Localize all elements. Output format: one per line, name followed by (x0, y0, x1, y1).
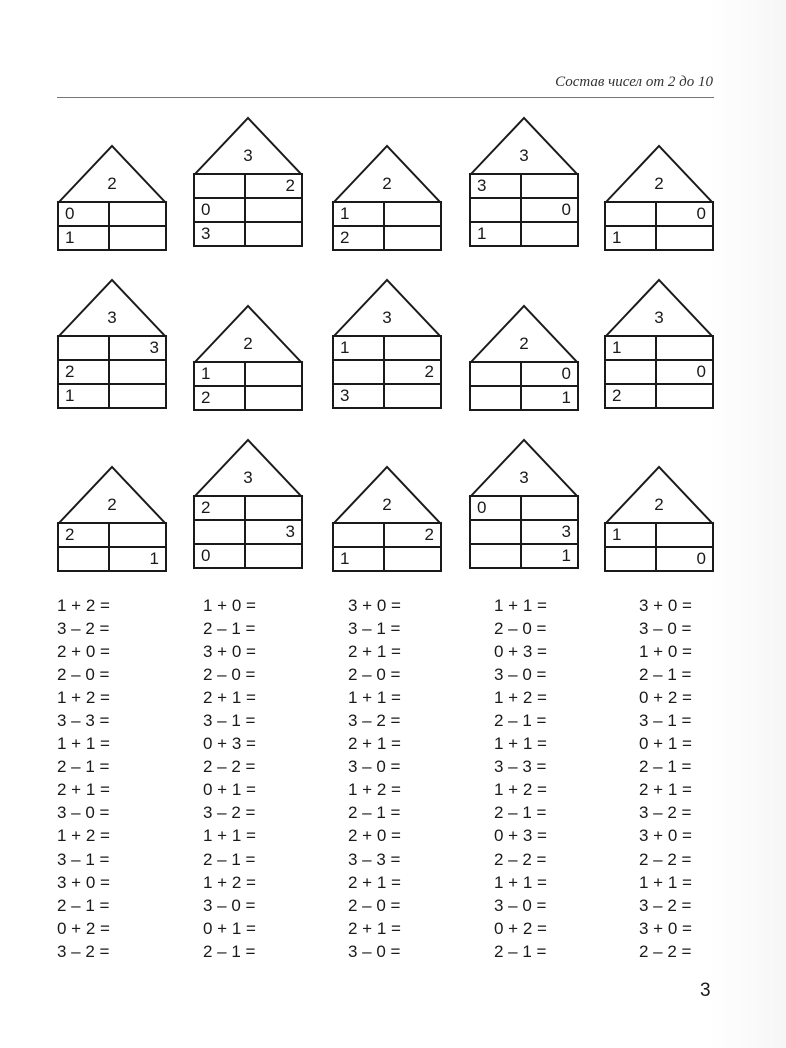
floor-divider (383, 227, 385, 249)
exercise-item: 3 – 1 = (639, 711, 692, 731)
exercise-item: 2 – 1 = (494, 803, 547, 823)
house-floors (193, 173, 303, 247)
exercise-item: 1 + 2 = (57, 596, 110, 615)
exercise-column (348, 594, 401, 963)
floor-cell-left: 1 (65, 386, 75, 405)
exercise-item: 2 + 1 = (348, 872, 401, 892)
floor-cell-right: 1 (561, 388, 571, 407)
floor-divider (383, 203, 385, 225)
floor-divider (520, 363, 522, 385)
exercise-item: 3 – 3 = (494, 757, 547, 777)
floor-divider (108, 385, 110, 407)
floor-cell-right: 3 (149, 338, 159, 357)
house-floors (604, 201, 714, 251)
floor-divider (244, 545, 246, 567)
floor-cell-right (247, 545, 295, 567)
exercise-item: 2 – 2 = (494, 849, 547, 869)
exercise-item: 3 – 1 = (57, 849, 110, 869)
exercise-item: 1 + 1 = (494, 872, 547, 892)
exercise-item: 3 – 2 = (57, 941, 110, 961)
house-floor (332, 361, 442, 385)
floor-cell-left: 1 (201, 364, 211, 383)
floor-cell-left (340, 524, 380, 546)
house-floor (193, 173, 303, 199)
house-floors (469, 361, 579, 411)
floor-cell-left (612, 203, 652, 225)
floor-divider (520, 199, 522, 221)
floor-cell-right (523, 175, 571, 197)
floor-cell-left (477, 387, 517, 409)
floor-divider (520, 497, 522, 519)
floor-divider (383, 361, 385, 383)
exercise-item: 3 – 0 = (639, 619, 692, 639)
floor-cell-left: 0 (201, 546, 211, 565)
exercise-item: 2 – 0 = (203, 665, 256, 685)
house-floor (57, 335, 167, 361)
number-house (469, 439, 579, 565)
floor-divider (244, 175, 246, 197)
number-house (604, 466, 714, 568)
floor-cell-left: 1 (477, 224, 487, 243)
floor-cell-left (612, 548, 652, 570)
number-house (193, 305, 303, 407)
floor-cell-right (386, 203, 434, 225)
exercise-item: 3 – 0 = (203, 895, 256, 915)
exercise-item: 2 – 0 = (57, 665, 110, 685)
floor-cell-left (477, 545, 517, 567)
floor-divider (108, 337, 110, 359)
house-floors (332, 201, 442, 251)
house-floor (193, 361, 303, 387)
exercise-item: 2 – 0 = (348, 895, 401, 915)
floor-cell-right (386, 227, 434, 249)
roof-number: 3 (107, 308, 117, 327)
floor-cell-right: 0 (696, 204, 706, 223)
floor-cell-right: 0 (696, 362, 706, 381)
floor-cell-right (658, 524, 706, 546)
exercise-item: 1 + 2 = (57, 688, 110, 708)
house-floors (57, 335, 167, 409)
exercise-item: 2 – 0 = (494, 619, 547, 639)
number-house (604, 145, 714, 247)
roof-number: 3 (654, 308, 664, 327)
house-floors (193, 495, 303, 569)
exercise-item: 2 – 1 = (639, 757, 692, 777)
roof-number: 2 (107, 174, 117, 193)
exercise-item: 1 + 0 = (639, 642, 692, 662)
floor-divider (655, 548, 657, 570)
floor-cell-left: 1 (340, 338, 350, 357)
exercise-item: 2 – 1 = (494, 941, 547, 961)
house-floor (332, 548, 442, 572)
exercise-column (57, 594, 110, 963)
exercise-item: 2 + 1 = (639, 780, 692, 800)
floor-divider (244, 521, 246, 543)
exercise-item: 1 + 1 = (639, 872, 692, 892)
number-house (469, 305, 579, 407)
roof-number: 2 (382, 174, 392, 193)
house-floor (604, 227, 714, 251)
exercise-item: 1 + 2 = (348, 780, 401, 800)
floor-cell-left: 2 (201, 498, 211, 517)
house-floor (332, 201, 442, 227)
exercise-item: 2 – 2 = (203, 757, 256, 777)
exercise-item: 2 – 2 = (639, 849, 692, 869)
floor-cell-right (247, 363, 295, 385)
floor-cell-right: 1 (561, 546, 571, 565)
floor-cell-left (477, 199, 517, 221)
exercise-item: 1 + 2 = (57, 826, 110, 846)
floor-cell-right (247, 223, 295, 245)
exercise-item: 0 + 2 = (494, 918, 547, 938)
exercise-item: 2 – 1 = (203, 849, 256, 869)
floor-cell-right: 3 (561, 522, 571, 541)
exercise-item: 3 – 2 = (639, 895, 692, 915)
exercise-item: 0 + 1 = (203, 780, 256, 800)
house-floor (604, 361, 714, 385)
header-rule (57, 97, 714, 98)
house-floor (193, 545, 303, 569)
floor-cell-right: 2 (285, 176, 295, 195)
page-number: 3 (700, 980, 711, 1001)
house-floor (332, 522, 442, 548)
exercise-item: 3 + 0 = (639, 826, 692, 846)
house-floors (57, 522, 167, 572)
roof-number: 2 (107, 495, 117, 514)
number-house (57, 145, 167, 247)
floor-cell-left: 1 (340, 549, 350, 568)
house-floor (469, 223, 579, 247)
exercise-item: 2 – 1 = (203, 941, 256, 961)
roof-number: 3 (382, 308, 392, 327)
floor-cell-left (477, 521, 517, 543)
exercise-item: 3 – 0 = (494, 665, 547, 685)
floor-cell-left: 3 (477, 176, 487, 195)
exercise-item: 3 – 1 = (348, 619, 401, 639)
floor-cell-right: 0 (561, 364, 571, 383)
floor-cell-right (658, 227, 706, 249)
floor-cell-left (612, 361, 652, 383)
exercise-item: 2 – 2 = (639, 941, 692, 961)
exercise-item: 3 – 0 = (494, 895, 547, 915)
floor-cell-right (111, 524, 159, 546)
floor-divider (655, 203, 657, 225)
house-floors (193, 361, 303, 411)
floor-cell-right: 0 (696, 549, 706, 568)
roof-number: 3 (243, 468, 253, 487)
number-house (57, 466, 167, 568)
house-floor (332, 385, 442, 409)
floor-divider (244, 223, 246, 245)
exercise-item: 2 – 1 = (494, 711, 547, 731)
floor-divider (108, 227, 110, 249)
exercise-item: 1 + 0 = (203, 596, 256, 615)
floor-divider (244, 497, 246, 519)
house-floor (604, 522, 714, 548)
exercise-item: 2 + 1 = (348, 734, 401, 754)
floor-cell-right: 3 (285, 522, 295, 541)
exercise-item: 3 + 0 = (348, 596, 401, 615)
floor-cell-left: 2 (612, 386, 622, 405)
exercise-item: 1 + 1 = (348, 688, 401, 708)
house-floor (604, 548, 714, 572)
floor-cell-left: 2 (65, 362, 75, 381)
exercise-item: 1 + 1 = (494, 596, 547, 615)
house-floors (57, 201, 167, 251)
exercise-item: 2 – 1 = (57, 895, 110, 915)
house-floor (57, 227, 167, 251)
floor-cell-left: 2 (65, 525, 75, 544)
floor-cell-right (523, 497, 571, 519)
page-edge-shade (708, 0, 786, 1048)
floor-divider (655, 524, 657, 546)
floor-cell-right (386, 385, 434, 407)
exercise-item: 3 + 0 = (57, 872, 110, 892)
house-floor (193, 521, 303, 545)
exercise-item: 1 + 1 = (57, 734, 110, 754)
house-floors (604, 335, 714, 409)
floor-cell-left: 2 (201, 388, 211, 407)
house-floor (193, 199, 303, 223)
house-floor (193, 223, 303, 247)
exercise-item: 1 + 2 = (494, 688, 547, 708)
floor-divider (520, 387, 522, 409)
exercise-item: 2 – 1 = (203, 619, 256, 639)
floor-divider (383, 337, 385, 359)
exercise-item: 2 – 1 = (348, 803, 401, 823)
floor-cell-left: 1 (612, 228, 622, 247)
floor-divider (520, 223, 522, 245)
exercise-item: 3 + 0 = (639, 596, 692, 615)
house-floor (57, 522, 167, 548)
exercise-item: 3 – 0 = (348, 757, 401, 777)
floor-cell-right: 1 (149, 549, 159, 568)
floor-divider (108, 524, 110, 546)
house-floor (469, 173, 579, 199)
floor-cell-right (658, 385, 706, 407)
house-floor (469, 199, 579, 223)
exercise-item: 0 + 1 = (639, 734, 692, 754)
number-house (193, 117, 303, 243)
floor-cell-right: 2 (424, 525, 434, 544)
floor-cell-left (65, 337, 105, 359)
floor-cell-right (111, 361, 159, 383)
floor-cell-right (386, 548, 434, 570)
floor-cell-right (386, 337, 434, 359)
floor-divider (244, 387, 246, 409)
floor-cell-right (247, 387, 295, 409)
roof-number: 2 (654, 495, 664, 514)
house-floor (57, 385, 167, 409)
floor-cell-right (658, 337, 706, 359)
exercise-item: 0 + 1 = (203, 918, 256, 938)
floor-cell-right: 2 (424, 362, 434, 381)
exercise-item: 3 – 2 = (348, 711, 401, 731)
house-floor (57, 548, 167, 572)
exercise-item: 3 + 0 = (203, 642, 256, 662)
number-house (332, 466, 442, 568)
roof-number: 3 (519, 468, 529, 487)
number-house (193, 439, 303, 565)
house-floors (332, 335, 442, 409)
floor-divider (655, 361, 657, 383)
house-floor (193, 387, 303, 411)
exercise-item: 3 – 2 = (57, 619, 110, 639)
roof-number: 2 (519, 334, 529, 353)
house-floor (469, 521, 579, 545)
exercise-item: 0 + 2 = (57, 918, 110, 938)
floor-cell-left: 3 (340, 386, 350, 405)
exercise-item: 1 + 2 = (203, 872, 256, 892)
exercise-item: 0 + 2 = (639, 688, 692, 708)
house-floor (469, 545, 579, 569)
roof-number: 2 (243, 334, 253, 353)
exercise-item: 2 + 1 = (57, 780, 110, 800)
floor-divider (383, 385, 385, 407)
floor-cell-right (111, 385, 159, 407)
roof-number: 3 (519, 146, 529, 165)
exercise-column (494, 594, 547, 963)
floor-divider (655, 337, 657, 359)
house-floors (604, 522, 714, 572)
exercise-item: 3 – 2 = (203, 803, 256, 823)
house-floors (469, 173, 579, 247)
floor-cell-right (247, 199, 295, 221)
number-house (469, 117, 579, 243)
house-floor (604, 201, 714, 227)
floor-cell-left: 2 (340, 228, 350, 247)
floor-cell-left (65, 548, 105, 570)
exercise-item: 2 – 1 = (639, 665, 692, 685)
floor-divider (520, 521, 522, 543)
house-floor (332, 227, 442, 251)
exercise-item: 0 + 3 = (494, 826, 547, 846)
house-floor (193, 495, 303, 521)
roof-number: 3 (243, 146, 253, 165)
number-house (332, 279, 442, 405)
exercise-item: 3 + 0 = (639, 918, 692, 938)
floor-cell-left: 3 (201, 224, 211, 243)
exercise-item: 0 + 3 = (494, 642, 547, 662)
floor-cell-left: 1 (340, 204, 350, 223)
floor-cell-left: 1 (612, 338, 622, 357)
exercise-item: 0 + 3 = (203, 734, 256, 754)
floor-divider (383, 524, 385, 546)
exercise-item: 1 + 1 = (203, 826, 256, 846)
floor-divider (244, 363, 246, 385)
exercise-item: 2 – 1 = (57, 757, 110, 777)
number-house (604, 279, 714, 405)
floor-divider (108, 203, 110, 225)
house-floor (469, 387, 579, 411)
exercise-item: 2 + 1 = (348, 642, 401, 662)
exercise-item: 2 + 0 = (57, 642, 110, 662)
floor-divider (520, 545, 522, 567)
exercise-item: 1 + 1 = (494, 734, 547, 754)
floor-divider (108, 548, 110, 570)
floor-cell-left (340, 361, 380, 383)
exercise-item: 1 + 2 = (494, 780, 547, 800)
house-floors (332, 522, 442, 572)
floor-cell-right (523, 223, 571, 245)
exercise-item: 3 – 3 = (57, 711, 110, 731)
floor-cell-right (111, 227, 159, 249)
floor-divider (520, 175, 522, 197)
house-floor (604, 385, 714, 409)
exercise-item: 3 – 1 = (203, 711, 256, 731)
floor-cell-left (477, 363, 517, 385)
house-floor (57, 201, 167, 227)
floor-divider (655, 385, 657, 407)
number-house (332, 145, 442, 247)
floor-cell-left: 1 (65, 228, 75, 247)
house-floor (604, 335, 714, 361)
floor-divider (655, 227, 657, 249)
page-header-title: Состав чисел от 2 до 10 (555, 74, 713, 90)
house-floors (469, 495, 579, 569)
floor-cell-right: 0 (561, 200, 571, 219)
exercise-item: 2 + 1 = (203, 688, 256, 708)
exercise-item: 3 – 0 = (348, 941, 401, 961)
exercise-item: 2 + 0 = (348, 826, 401, 846)
floor-cell-left: 1 (612, 525, 622, 544)
roof-number: 2 (382, 495, 392, 514)
exercise-item: 2 + 1 = (348, 918, 401, 938)
exercise-item: 3 – 3 = (348, 849, 401, 869)
exercise-column (203, 594, 256, 963)
floor-cell-left (201, 521, 241, 543)
floor-divider (244, 199, 246, 221)
exercise-item: 2 – 0 = (348, 665, 401, 685)
floor-cell-left: 0 (201, 200, 211, 219)
floor-divider (108, 361, 110, 383)
floor-cell-right (111, 203, 159, 225)
exercise-item: 3 – 2 = (639, 803, 692, 823)
floor-divider (383, 548, 385, 570)
roof-number: 2 (654, 174, 664, 193)
floor-cell-left (201, 175, 241, 197)
house-floor (469, 361, 579, 387)
number-house (57, 279, 167, 405)
exercise-item: 3 – 0 = (57, 803, 110, 823)
floor-cell-left: 0 (65, 204, 75, 223)
exercise-column (639, 594, 692, 963)
house-floor (469, 495, 579, 521)
house-floor (332, 335, 442, 361)
floor-cell-right (247, 497, 295, 519)
house-floor (57, 361, 167, 385)
floor-cell-left: 0 (477, 498, 487, 517)
